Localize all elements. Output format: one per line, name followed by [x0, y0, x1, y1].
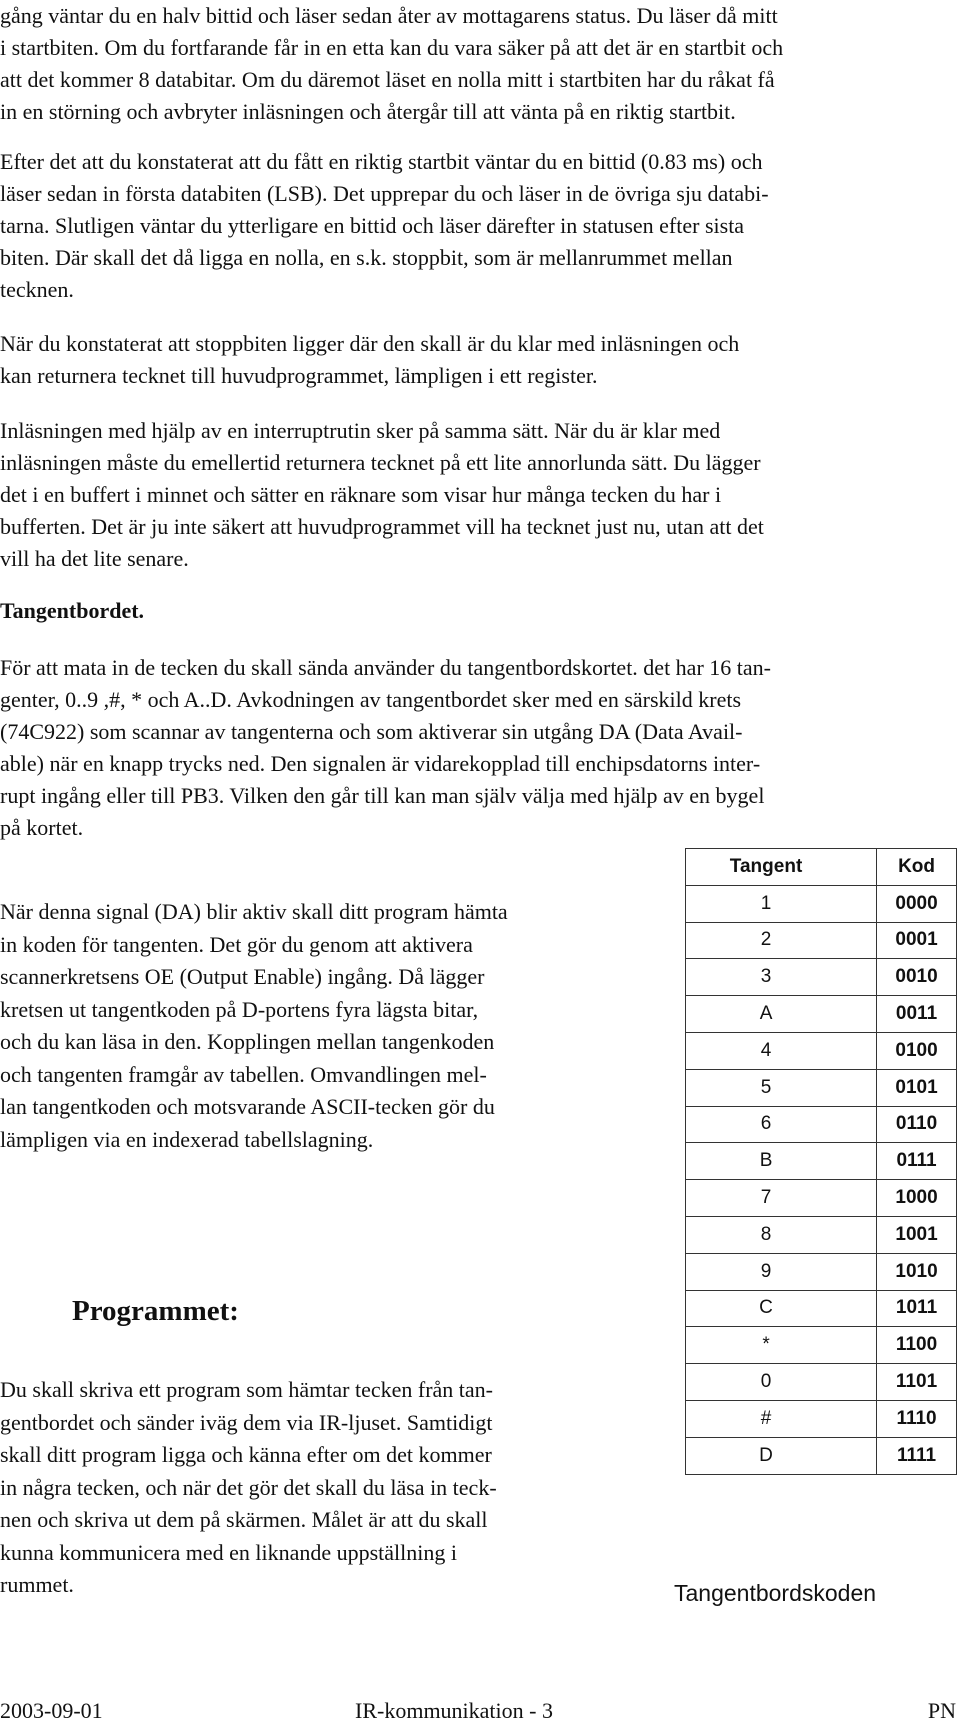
table-row	[686, 1032, 957, 1069]
key-cell: 4	[686, 1032, 877, 1069]
key-cell: 0	[686, 1364, 877, 1401]
code-cell: 1001	[877, 1216, 957, 1253]
code-cell: 0011	[877, 996, 957, 1033]
table-row	[686, 885, 957, 922]
column-header-kod: Kod	[877, 849, 957, 886]
key-cell: 7	[686, 1180, 877, 1217]
table-row	[686, 1400, 957, 1437]
table-row	[686, 1216, 957, 1253]
code-cell: 0010	[877, 959, 957, 996]
code-cell: 0001	[877, 922, 957, 959]
paragraph-read-databits: Efter det att du konstaterat att du fått en riktig startbit väntar du en bittid (0.83 ms) och läser sedan in första databiten (LSB). Det upprepar du och läser in de övriga sju databi- tarna. Slutligen väntar du ytterligare en bittid och läser därefter in statusen efter sista biten. Där skall det då ligga en nolla, en s.k. stoppbit, som är mellanrummet mellan tecknen.	[0, 149, 769, 302]
paragraph-da-signal: När denna signal (DA) blir aktiv skall ditt program hämta in koden för tangenten. Det gör du genom att aktivera scannerkretsens OE (Output Enable) ingång. Då lägger kretsen ut tangentkoden på D-portens fyra lägsta bitar, och du kan läsa in den. Kopplingen mellan tangenkoden och tangenten framgår av tabellen. Omvandlingen mel- lan tangentkoden och motsvarande ASCII-tecken gör du lämpligen via en indexerad tabellslagning.	[0, 899, 508, 1152]
table-row	[686, 1290, 957, 1327]
key-cell: 8	[686, 1216, 877, 1253]
paragraph-program-task: Du skall skriva ett program som hämtar tecken från tan- gentbordet och sänder iväg dem via IR-ljuset. Samtidigt skall ditt program ligga och känna efter om det kommer in några tecken, och när det gör det skall du läsa in teck- nen och skriva ut dem på skärmen. Målet är att du skall kunna kommunicera med en liknande uppställning i rummet.	[0, 1377, 497, 1597]
code-cell: 1011	[877, 1290, 957, 1327]
code-cell: 1110	[877, 1400, 957, 1437]
key-cell: C	[686, 1290, 877, 1327]
code-cell: 0000	[877, 885, 957, 922]
code-cell: 0100	[877, 1032, 957, 1069]
table-row	[686, 1437, 957, 1474]
column-header-tangent: Tangent	[686, 849, 877, 886]
keyboard-code-table	[685, 848, 957, 1475]
code-cell: 1100	[877, 1327, 957, 1364]
key-cell: #	[686, 1400, 877, 1437]
code-cell: 1000	[877, 1180, 957, 1217]
paragraph-stopbit: När du konstaterat att stoppbiten ligger där den skall är du klar med inläsningen och kan returnera tecknet till huvudprogrammet, lämpligen i ett register.	[0, 331, 740, 388]
heading-tangentbordet: Tangentbordet.	[0, 598, 145, 623]
paragraph-startbit-check: gång väntar du en halv bittid och läser sedan åter av mottagarens status. Du läser då mitt i startbiten. Om du fortfarande får in en etta kan du vara säker på att det är en startbit och att det kommer 8 databitar. Om du däremot läset en nolla mitt i startbiten har du råkat få in en störning och avbryter inläsningen och återgår till att vänta på en riktig startbit.	[0, 3, 784, 124]
table-row	[686, 959, 957, 996]
footer-date: 2003-09-01	[0, 1698, 103, 1723]
code-cell: 1111	[877, 1437, 957, 1474]
code-cell: 1101	[877, 1364, 957, 1401]
code-cell: 0111	[877, 1143, 957, 1180]
heading-programmet: Programmet:	[72, 1295, 239, 1327]
code-cell: 0101	[877, 1069, 957, 1106]
table-row	[686, 922, 957, 959]
table-row	[686, 1106, 957, 1143]
paragraph-keyboard: För att mata in de tecken du skall sända använder du tangentbordskortet. det har 16 tan- genter, 0..9 ,#, * och A..D. Avkodningen av tangentbordet sker med en särskild krets (74C922) som scannar av tangenterna och som aktiverar sin utgång DA (Data Avail- able) när en knapp trycks ned. Den signalen är vidarekopplad till enchipsdatorns inter- rupt ingång eller till PB3. Vilken den går till kan man själv välja med hjälp av en bygel på kortet.	[0, 655, 771, 840]
table-row	[686, 1253, 957, 1290]
key-cell: 3	[686, 959, 877, 996]
footer-title: IR-kommunikation - 3	[355, 1698, 553, 1723]
key-cell: 6	[686, 1106, 877, 1143]
key-cell: 1	[686, 885, 877, 922]
paragraph-interrupt: Inläsningen med hjälp av en interruptrutin sker på samma sätt. När du är klar med inläsningen måste du emellertid returnera tecknet på ett lite annorlunda sätt. Du lägger det i en buffert i minnet och sätter en räknare som visar hur många tecken du har i bufferten. Det är ju inte säkert att huvudprogrammet vill ha tecknet just nu, utan att det vill ha det lite senare.	[0, 418, 764, 571]
table-row	[686, 996, 957, 1033]
table-row	[686, 1180, 957, 1217]
key-cell: A	[686, 996, 877, 1033]
key-cell: *	[686, 1327, 877, 1364]
table-row	[686, 1069, 957, 1106]
key-cell: D	[686, 1437, 877, 1474]
table-row	[686, 1364, 957, 1401]
table-caption: Tangentbordskoden	[674, 1580, 877, 1606]
key-cell: 9	[686, 1253, 877, 1290]
table-row	[686, 1327, 957, 1364]
key-cell: 5	[686, 1069, 877, 1106]
code-cell: 0110	[877, 1106, 957, 1143]
table-header-row	[686, 849, 957, 886]
code-cell: 1010	[877, 1253, 957, 1290]
footer-initials: PN	[927, 1698, 956, 1723]
key-cell: B	[686, 1143, 877, 1180]
table-row	[686, 1143, 957, 1180]
key-cell: 2	[686, 922, 877, 959]
